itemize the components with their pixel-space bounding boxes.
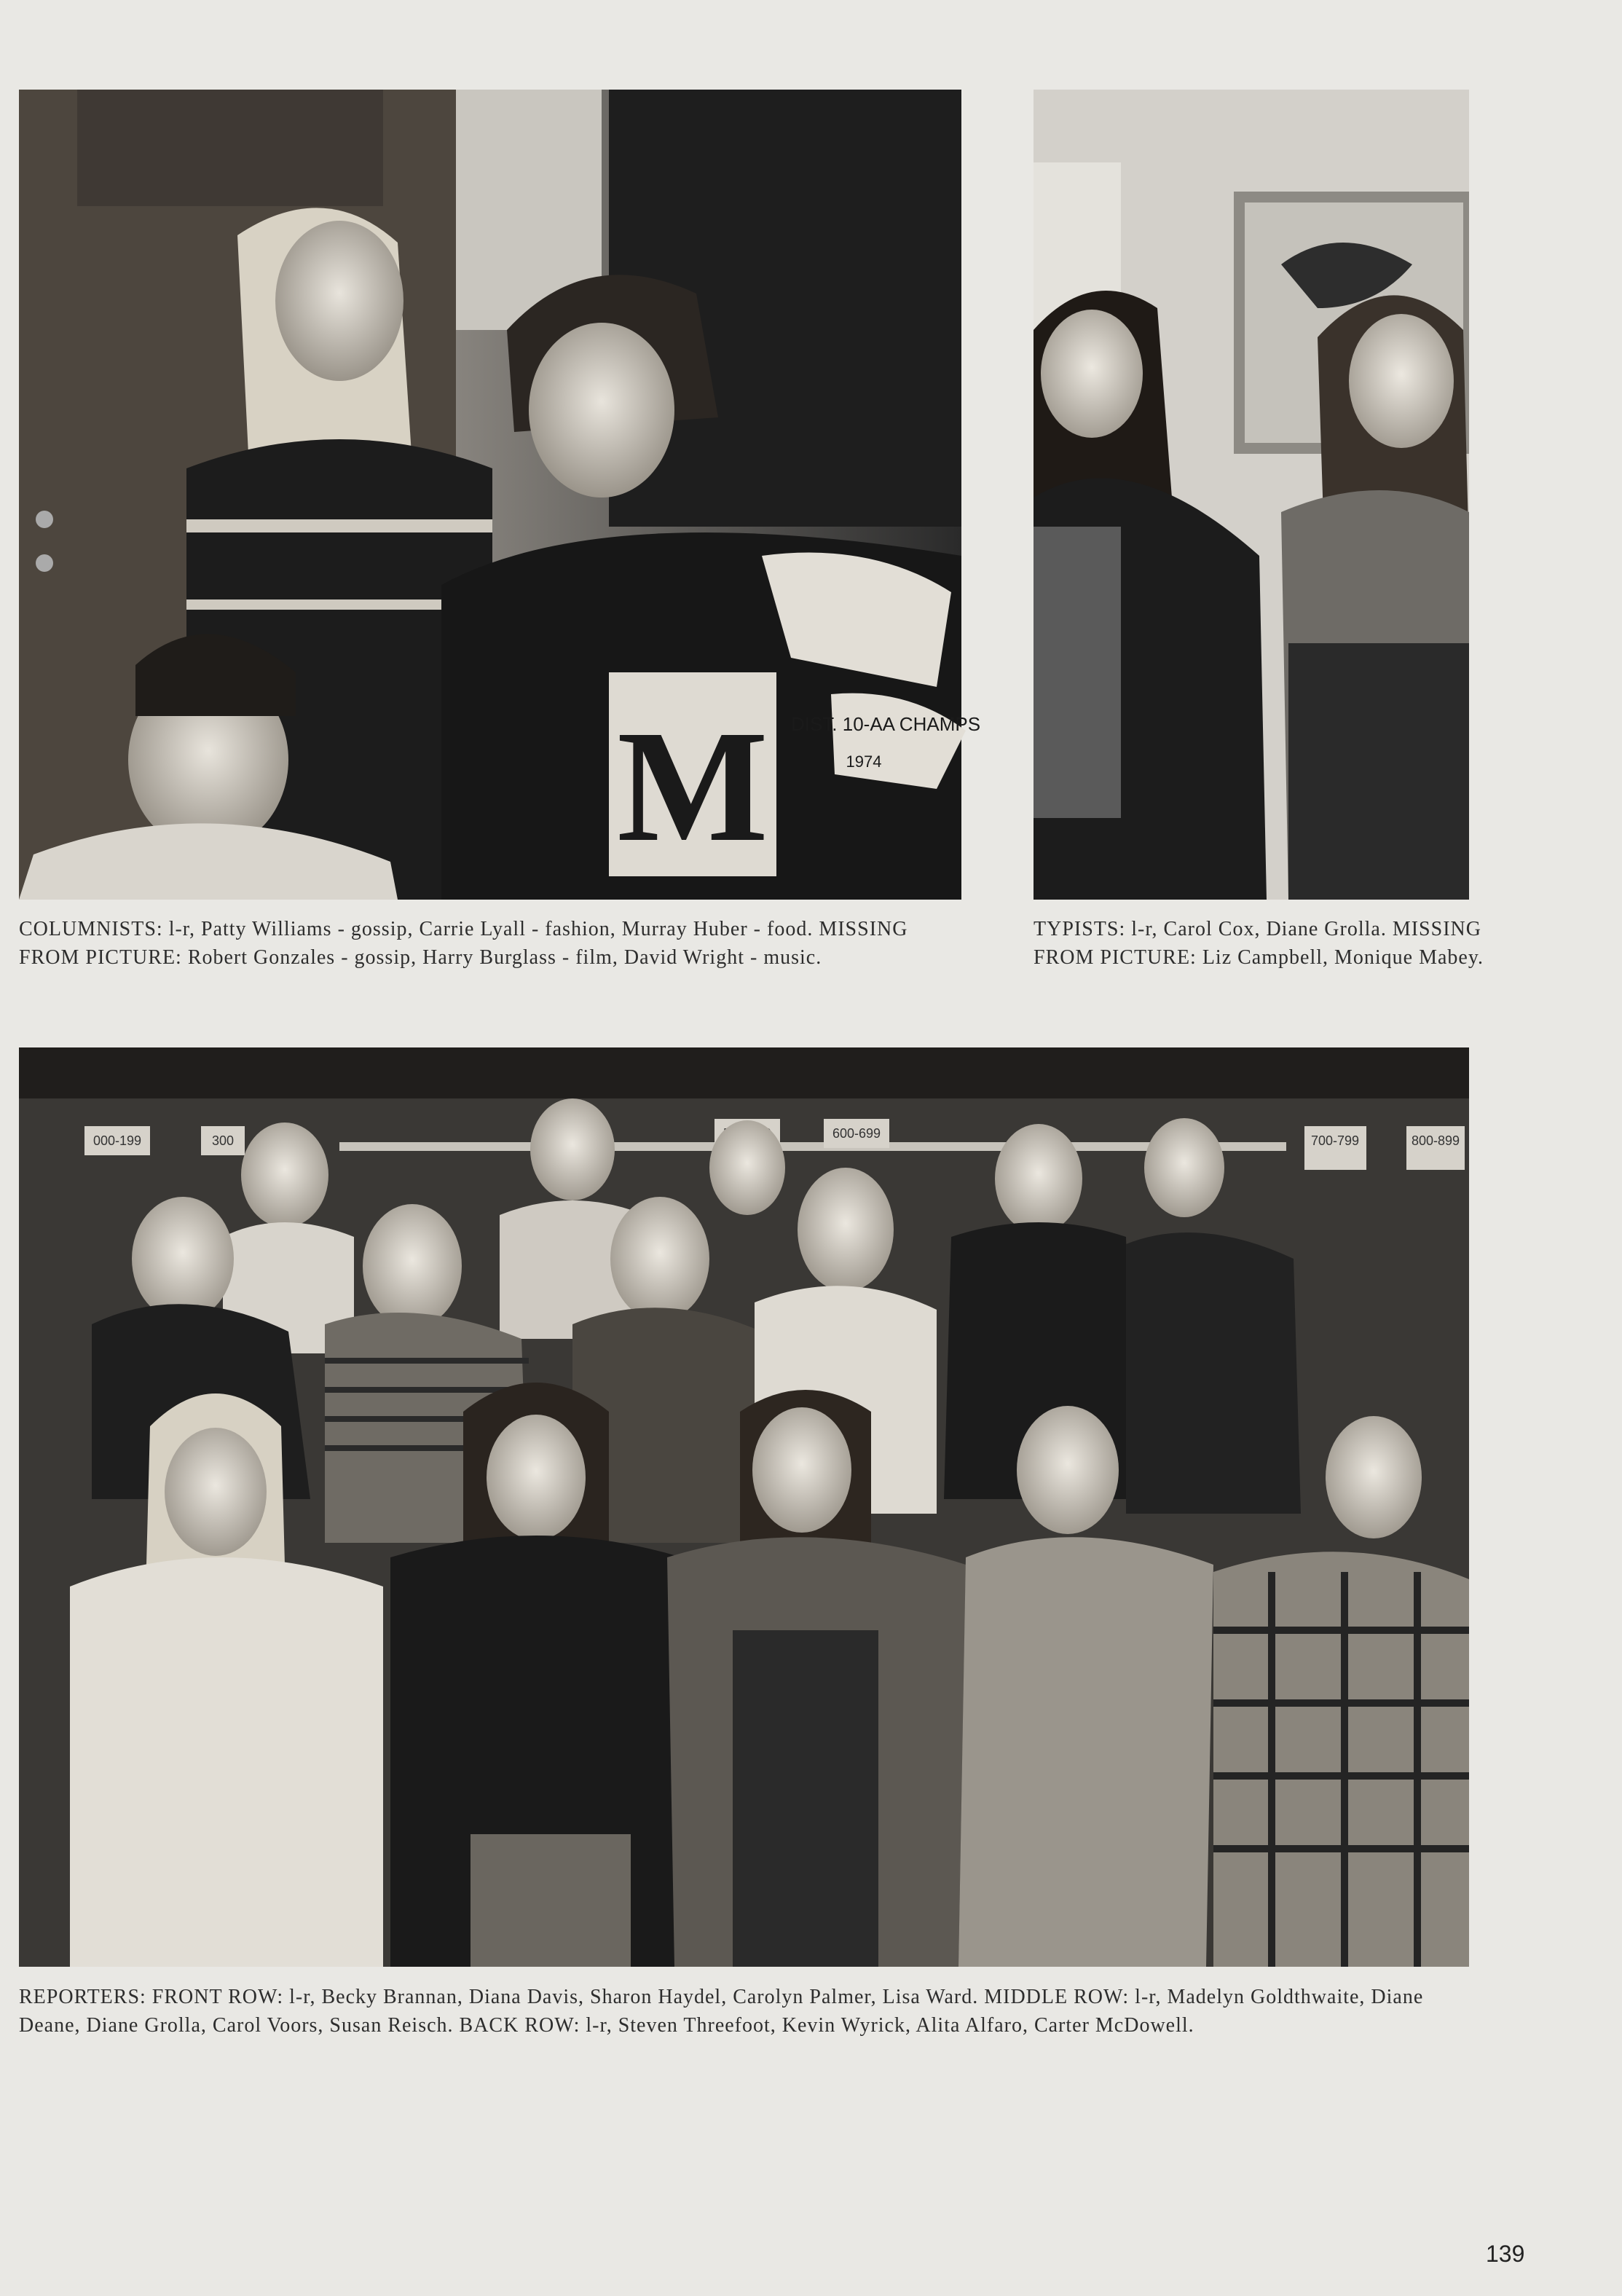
typists-photo [1034, 90, 1469, 900]
library-sign-2: 300 [211, 1133, 235, 1148]
typists-caption [1034, 915, 1485, 972]
reporters-photo [19, 1047, 1469, 1967]
reporters-caption [19, 1983, 1472, 2040]
library-sign-6: 800-899 [1411, 1133, 1460, 1148]
columnists-caption-text: COLUMNISTS: l-r, Patty Williams - gossip, Carrie Lyall - fashion, Murray Huber - food. MISSING FROM PICTURE: Robert Gonzales - gossip, Harry Burglass - film, David Wright - music. [19, 918, 908, 969]
jacket-patch-text: DIST. 10-AA CHAMPS [790, 713, 981, 735]
library-sign-5: 700-799 [1310, 1133, 1360, 1148]
columnists-photo-image [19, 90, 981, 900]
jacket-patch-year: 1974 [846, 752, 882, 771]
page-number: 139 [1486, 2241, 1525, 2267]
columnists-photo [19, 90, 981, 900]
reporters-photo-image [19, 1047, 1469, 1967]
jacket-letter: M [617, 697, 768, 875]
library-sign-4: 600-699 [832, 1126, 881, 1141]
typists-photo-image [1034, 90, 1469, 900]
typists-caption-text: TYPISTS: l-r, Carol Cox, Diane Grolla. MISSING FROM PICTURE: Liz Campbell, Monique Mabey. [1034, 918, 1484, 969]
reporters-caption-text: REPORTERS: FRONT ROW: l-r, Becky Brannan, Diana Davis, Sharon Haydel, Carolyn Palmer, Lisa Ward. MIDDLE ROW: l-r, Madelyn Goldthwaite, Diane Deane, Diane Grolla, Carol Voors, Susan Reisch. BACK ROW: l-r, Steven Threefoot, Kevin Wyrick, Alita Alfaro, Carter McDowell. [19, 1986, 1424, 2037]
columnists-caption [19, 915, 966, 972]
library-sign-1: 000-199 [92, 1133, 142, 1148]
